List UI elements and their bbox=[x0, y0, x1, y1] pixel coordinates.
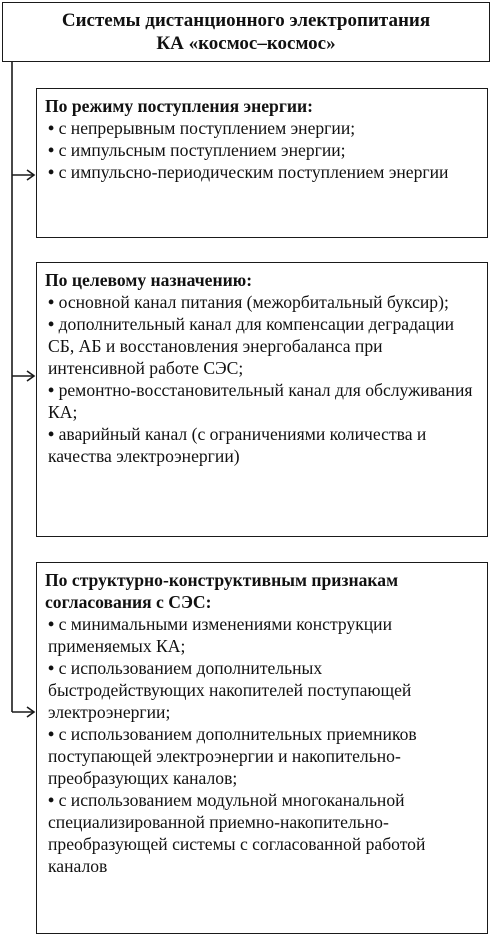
category-box-energy-mode bbox=[36, 88, 488, 238]
bullet-icon: • bbox=[48, 724, 55, 744]
list-item: • основной канал питания (межорбитальный буксир); bbox=[48, 292, 449, 312]
category-box-purpose bbox=[36, 262, 488, 537]
bullet-icon: • bbox=[48, 292, 55, 312]
bullet-icon: • bbox=[48, 118, 55, 138]
arrow-to-category-2 bbox=[12, 371, 34, 381]
bullet-icon: • bbox=[48, 162, 55, 182]
list-item: • аварийный канал (с ограничениями количества и качества электроэнергии) bbox=[48, 424, 427, 466]
category-box-structural bbox=[36, 562, 488, 934]
arrow-to-category-1 bbox=[12, 170, 34, 180]
diagram-title-box bbox=[2, 2, 490, 62]
list-item: • с использованием дополнительных приемников поступающей электроэнергии и накопительно-преобразующих каналов; bbox=[48, 724, 417, 788]
list-item: • с использованием модульной многоканальной специализированной приемно-накопительно-преобразующей системы с согласованной работой каналов bbox=[48, 790, 426, 876]
bullet-icon: • bbox=[48, 614, 55, 634]
list-item: • дополнительный канал для компенсации деградации СБ, АБ и восстановления энергобаланса при интенсивной работе СЭС; bbox=[48, 314, 455, 378]
bullet-icon: • bbox=[48, 140, 55, 160]
diagram-title-line-2: КА «космос–космос» bbox=[156, 33, 336, 54]
arrow-to-category-3 bbox=[12, 707, 34, 717]
bullet-icon: • bbox=[48, 314, 55, 334]
list-item: • с импульсно-периодическим поступлением энергии bbox=[48, 162, 449, 182]
category-heading: По структурно-конструктивным признакам согласования с СЭС: bbox=[45, 570, 399, 612]
list-item: • с непрерывным поступлением энергии; bbox=[48, 118, 356, 138]
list-item: • ремонтно-восстановительный канал для обслуживания КА; bbox=[48, 380, 473, 422]
category-heading: По режиму поступления энергии: bbox=[45, 96, 313, 116]
list-item: • с использованием дополнительных быстродействующих накопителей поступающей электроэнергии; bbox=[48, 658, 412, 722]
bullet-icon: • bbox=[48, 380, 55, 400]
list-item: • с минимальными изменениями конструкции применяемых КА; bbox=[48, 614, 393, 656]
category-heading: По целевому назначению: bbox=[45, 270, 253, 290]
bullet-icon: • bbox=[48, 790, 55, 810]
bullet-icon: • bbox=[48, 424, 55, 444]
diagram-title-line-1: Системы дистанционного электропитания bbox=[61, 10, 431, 31]
bullet-icon: • bbox=[48, 658, 55, 678]
list-item: • с импульсным поступлением энергии; bbox=[48, 140, 346, 160]
